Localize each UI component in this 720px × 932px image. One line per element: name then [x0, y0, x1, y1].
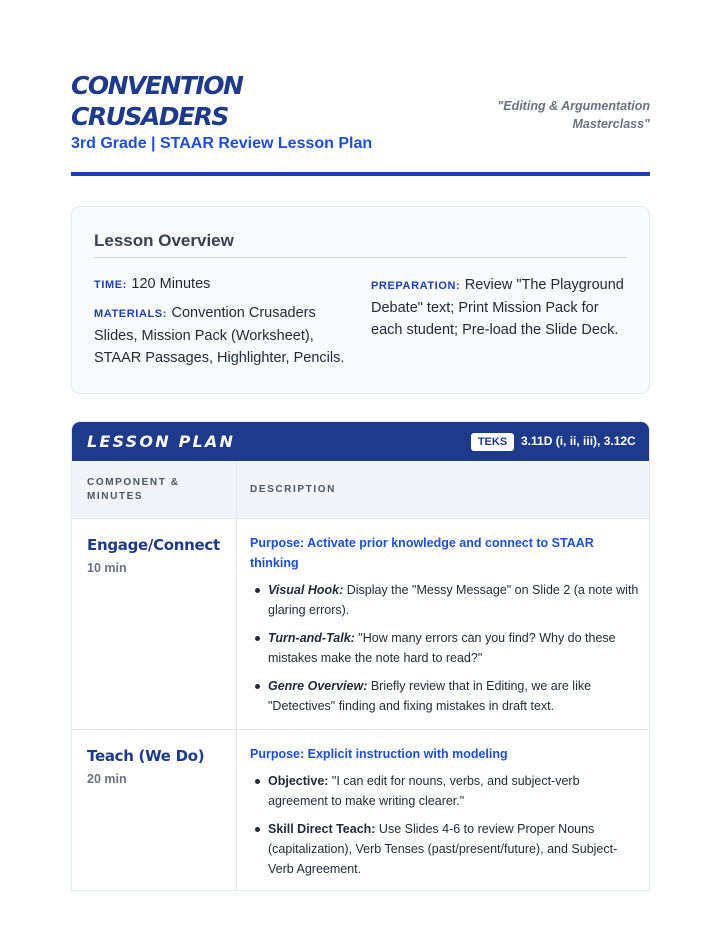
- purpose-text: Purpose: Activate prior knowledge and connect to STAAR thinking: [250, 536, 594, 570]
- bullet-text: "I can edit for nouns, verbs, and subject-verb agreement to make writing clearer.": [268, 774, 580, 808]
- component-description: [250, 744, 640, 887]
- lesson-plan-table: [71, 421, 650, 891]
- bullet-text: Display the "Messy Message" on Slide 2 (a note with glaring errors).: [268, 583, 639, 617]
- document-header: [71, 70, 650, 176]
- bullet-text: Use Slides 4-6 to review Proper Nouns (capitalization), Verb Tenses (past/present/future), and Subject-Verb Agreement.: [268, 822, 618, 876]
- description-list: [250, 580, 640, 716]
- overview-time: [94, 274, 349, 295]
- time-value: 120 Minutes: [131, 276, 211, 292]
- list-item: [250, 819, 640, 879]
- column-header-component: COMPONENT & MINUTES: [87, 477, 180, 502]
- table-row: [72, 519, 650, 730]
- lesson-overview-card: [71, 206, 650, 394]
- list-item: [250, 628, 640, 668]
- brand-line-2: CRUSADERS: [71, 102, 228, 131]
- bullet-lead: Visual Hook:: [268, 583, 344, 597]
- bullet-lead: Objective:: [268, 774, 329, 788]
- component-name: Teach (We Do): [87, 747, 205, 765]
- bullet-text: Briefly review that in Editing, we are like "Detectives" finding and fixing mistakes in draft text.: [268, 679, 592, 713]
- table-column-headers: [72, 461, 650, 519]
- overview-preparation: [371, 274, 633, 341]
- purpose-text: Purpose: Explicit instruction with modeling: [250, 747, 508, 761]
- document-subtitle: 3rd Grade | STAAR Review Lesson Plan: [71, 135, 373, 152]
- teks-code: 3.11D (i, ii, iii), 3.12C: [521, 434, 636, 448]
- component-description: [250, 533, 640, 724]
- overview-materials: [94, 302, 356, 369]
- lesson-plan-title: LESSON PLAN: [87, 432, 236, 451]
- bullet-text: "How many errors can you find? Why do these mistakes make the note hard to read?": [268, 631, 616, 665]
- bullet-lead: Turn-and-Talk:: [268, 631, 355, 645]
- list-item: [250, 676, 640, 716]
- column-header-description: DESCRIPTION: [250, 484, 336, 495]
- teks-badge: TEKS: [471, 433, 514, 451]
- table-row: [72, 730, 650, 891]
- component-minutes: 20 min: [87, 772, 127, 786]
- bullet-lead: Skill Direct Teach:: [268, 822, 376, 836]
- brand-line-1: CONVENTION: [71, 71, 243, 100]
- description-list: [250, 771, 640, 879]
- lesson-plan-header: [72, 422, 650, 461]
- materials-value: Convention Crusaders Slides, Mission Pack (Worksheet), STAAR Passages, Highlighter, Pencils.: [94, 305, 345, 366]
- overview-title: Lesson Overview: [94, 231, 234, 250]
- time-label: TIME:: [94, 279, 127, 291]
- materials-label: MATERIALS:: [94, 308, 168, 320]
- list-item: [250, 580, 640, 620]
- bullet-lead: Genre Overview:: [268, 679, 368, 693]
- component-name: Engage/Connect: [87, 536, 220, 554]
- document-tagline: "Editing & Argumentation Masterclass": [497, 99, 650, 131]
- preparation-label: PREPARATION:: [371, 280, 461, 292]
- list-item: [250, 771, 640, 811]
- component-minutes: 10 min: [87, 561, 127, 575]
- preparation-value: Review "The Playground Debate" text; Print Mission Pack for each student; Pre-load the Slide Deck.: [371, 277, 624, 338]
- overview-divider: [94, 257, 627, 258]
